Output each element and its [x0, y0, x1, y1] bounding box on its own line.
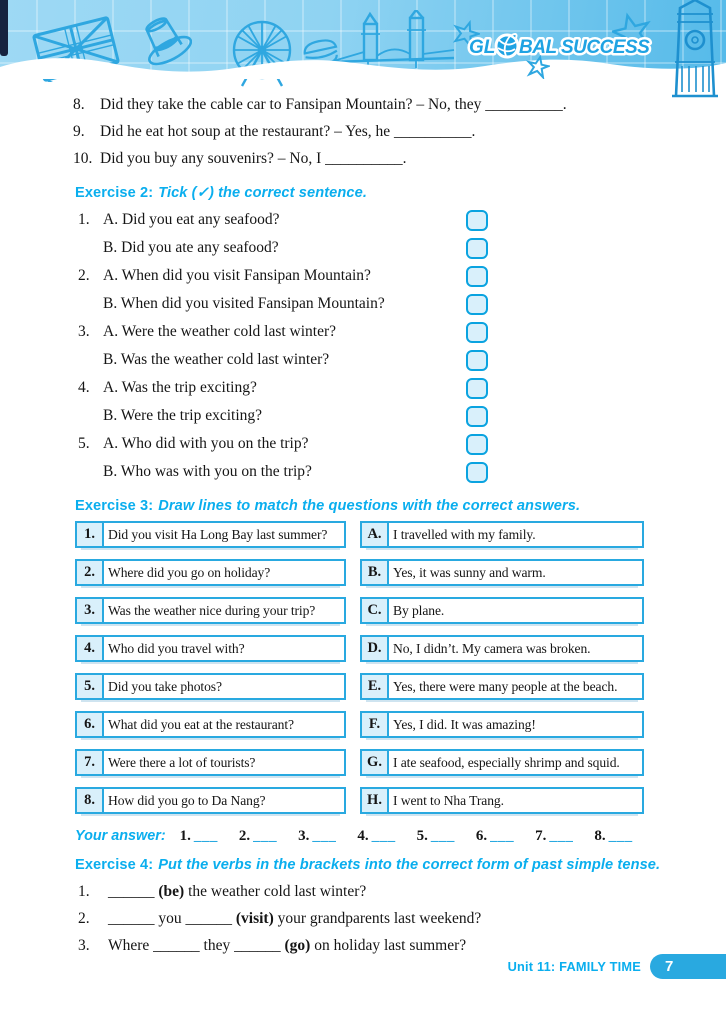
exercise3-heading	[75, 498, 726, 514]
logo-text-gl: GL	[469, 37, 496, 58]
exercise3-title: Draw lines to match the questions with the correct answers.	[158, 498, 581, 514]
global-success-logo	[466, 28, 666, 64]
exercise2-title: Tick (✓) the correct sentence.	[158, 185, 367, 201]
item-number: 1.	[78, 883, 90, 900]
exercise4-title: Put the verbs in the brackets into the correct form of past simple tense.	[158, 857, 661, 873]
answer-blank: ___	[490, 828, 515, 844]
answer-slot[interactable]: 4. ___	[357, 828, 396, 844]
question-number: 9.	[73, 123, 85, 140]
question-line	[73, 118, 666, 145]
logo-text-rest: BAL SUCCESS	[519, 37, 650, 58]
answer-slot[interactable]: 1. ___	[179, 828, 218, 844]
question-text: Did they take the cable car to Fansipan Mountain? – No, they __________.	[100, 96, 567, 113]
sentence: ______ (be) the weather cold last winter?	[108, 883, 367, 900]
unit-title: Unit 11: FAMILY TIME	[507, 959, 641, 974]
option-b-text: B. Who was with you on the trip?	[103, 463, 312, 480]
globe-icon	[496, 34, 518, 57]
question-number: 10.	[73, 150, 93, 167]
option-a-text: A. Was the trip exciting?	[103, 379, 257, 396]
option-b-text: B. Was the weather cold last winter?	[103, 351, 330, 368]
checkbox[interactable]	[466, 294, 488, 315]
answer-slot[interactable]: 2. ___	[238, 828, 278, 844]
option-a-text: A. Did you eat any seafood?	[103, 211, 280, 228]
fill-in-line	[78, 878, 726, 905]
answer-blank: ___	[371, 828, 396, 844]
question-box[interactable]: 1. Did you visit Ha Long Bay last summer?	[75, 521, 346, 548]
answer-box[interactable]: D. No, I didn’t. My camera was broken.	[360, 635, 644, 662]
exercise2-list	[78, 206, 488, 486]
answer-blank: ___	[549, 828, 574, 844]
big-ben-icon	[662, 0, 726, 102]
star-icon	[526, 55, 550, 79]
answer-box[interactable]: G. I ate seafood, especially shrimp and squid.	[360, 749, 644, 776]
option-a-text: A. Were the weather cold last winter?	[103, 323, 337, 340]
question-line	[73, 145, 666, 172]
checkbox[interactable]	[466, 378, 488, 399]
checkbox[interactable]	[466, 238, 488, 259]
item-number: 2.	[78, 267, 90, 284]
checkbox[interactable]	[466, 462, 488, 483]
answer-slot[interactable]: 6. ___	[475, 828, 515, 844]
worksheet-content	[0, 91, 726, 959]
exercise2-heading	[75, 184, 726, 201]
answer-slot[interactable]: 7. ___	[535, 828, 574, 844]
footer	[508, 954, 726, 979]
exercise4-heading	[75, 857, 726, 873]
answer-blank: ___	[608, 828, 633, 844]
matching-grid	[75, 521, 726, 814]
item-number: 1.	[78, 211, 90, 228]
exercise4-list	[78, 878, 726, 959]
question-text: Did he eat hot soup at the restaurant? – Yes, he __________.	[100, 123, 476, 140]
option-a-text: A. Who did with you on the trip?	[103, 435, 309, 452]
answer-slot[interactable]: 3. ___	[298, 828, 337, 844]
answer-box[interactable]: C. By plane.	[360, 597, 644, 624]
fill-in-line	[78, 905, 726, 932]
answer-slot[interactable]: 8. ___	[594, 828, 633, 844]
answer-blank: ___	[253, 828, 278, 844]
exercise3-label: Exercise 3:	[75, 498, 154, 514]
item-number: 4.	[78, 379, 90, 396]
item-number: 3.	[78, 323, 90, 340]
answer-box[interactable]: B. Yes, it was sunny and warm.	[360, 559, 644, 586]
page-number-badge: 7	[650, 954, 726, 979]
checkbox[interactable]	[466, 322, 488, 343]
item-number: 3.	[78, 937, 90, 954]
question-text: Did you buy any souvenirs? – No, I __________.	[100, 150, 407, 167]
question-box[interactable]: 8. How did you go to Da Nang?	[75, 787, 346, 814]
page-header	[0, 0, 726, 78]
sentence: ______ you ______ (visit) your grandparents last weekend?	[108, 910, 482, 927]
question-box[interactable]: 2. Where did you go on holiday?	[75, 559, 346, 586]
answer-blank: ___	[430, 828, 455, 844]
answer-box[interactable]: F. Yes, I did. It was amazing!	[360, 711, 644, 738]
question-box[interactable]: 4. Who did you travel with?	[75, 635, 346, 662]
exercise2-item	[78, 318, 488, 374]
checkbox[interactable]	[466, 210, 488, 231]
checkbox[interactable]	[466, 350, 488, 371]
checkbox[interactable]	[466, 406, 488, 427]
checkbox[interactable]	[466, 434, 488, 455]
answer-box[interactable]: E. Yes, there were many people at the beach.	[360, 673, 644, 700]
corner-strip	[0, 0, 8, 56]
answer-box[interactable]: H. I went to Nha Trang.	[360, 787, 644, 814]
option-b-text: B. Did you ate any seafood?	[103, 239, 279, 256]
option-b-text: B. Were the trip exciting?	[103, 407, 263, 424]
exercise2-item	[78, 206, 488, 262]
question-number: 8.	[73, 96, 85, 113]
answer-box[interactable]: A. I travelled with my family.	[360, 521, 644, 548]
exercise2-item	[78, 374, 488, 430]
exercise4-label: Exercise 4:	[75, 857, 154, 873]
question-box[interactable]: 6. What did you eat at the restaurant?	[75, 711, 346, 738]
exercise2-item	[78, 262, 488, 318]
your-answer-line	[75, 828, 726, 845]
checkbox[interactable]	[466, 266, 488, 287]
answer-blank: ___	[312, 828, 337, 844]
question-box[interactable]: 3. Was the weather nice during your trip?	[75, 597, 346, 624]
answer-blank: ___	[193, 828, 218, 844]
exercise2-label: Exercise 2:	[75, 185, 154, 201]
item-number: 2.	[78, 910, 90, 927]
sentence: Where ______ they ______ (go) on holiday last summer?	[108, 937, 467, 954]
question-box[interactable]: 7. Were there a lot of tourists?	[75, 749, 346, 776]
intro-questions	[73, 91, 666, 172]
question-box[interactable]: 5. Did you take photos?	[75, 673, 346, 700]
option-a-text: A. When did you visit Fansipan Mountain?	[103, 267, 371, 284]
your-answer-label: Your answer:	[75, 828, 166, 844]
answer-slot[interactable]: 5. ___	[416, 828, 455, 844]
option-b-text: B. When did you visited Fansipan Mountain?	[103, 295, 385, 312]
exercise2-item	[78, 430, 488, 486]
item-number: 5.	[78, 435, 90, 452]
question-line	[73, 91, 666, 118]
